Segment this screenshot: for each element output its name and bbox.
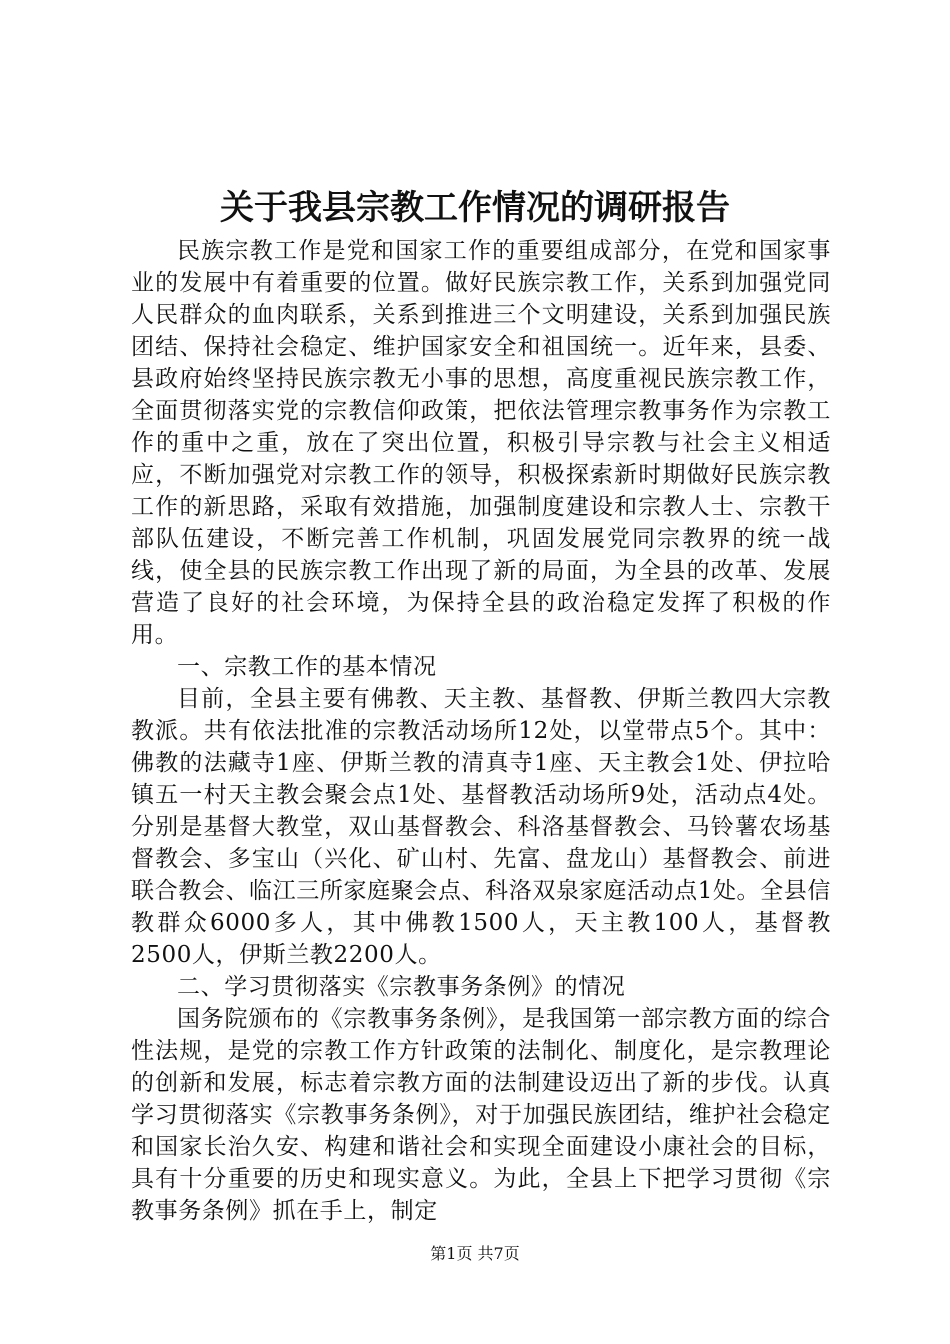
document-title: 关于我县宗教工作情况的调研报告 xyxy=(220,188,730,228)
paragraph-regulations: 国务院颁布的《宗教事务条例》，是我国第一部宗教方面的综合性法规，是党的宗教工作方针政策的法制化、制度化，是宗教理论的创新和发展，标志着宗教方面的法制建设迈出了新的步伐。认真学习贯彻落实《宗教事务条例》，对于加强民族团结，维护社会稳定和国家长治久安、构建和谐社会和实现全面建设小康社会的目标，具有十分重要的历史和现实意义。为此，全县上下把学习贯彻《宗教事务条例》抓在手上，制定 xyxy=(131,1006,831,1224)
section-heading-1: 一、宗教工作的基本情况 xyxy=(177,654,437,680)
section-heading-2: 二、学习贯彻落实《宗教事务条例》的情况 xyxy=(177,974,626,1000)
document-body xyxy=(131,235,831,1227)
page-footer: 第1页 共7页 xyxy=(430,1244,520,1263)
paragraph-intro: 民族宗教工作是党和国家工作的重要组成部分，在党和国家事业的发展中有着重要的位置。做好民族宗教工作，关系到加强党同人民群众的血肉联系，关系到推进三个文明建设，关系到加强民族团结、保持社会稳定、维护国家安全和祖国统一。近年来，县委、县政府始终坚持民族宗教无小事的思想，高度重视民族宗教工作，全面贯彻落实党的宗教信仰政策，把依法管理宗教事务作为宗教工作的重中之重，放在了突出位置，积极引导宗教与社会主义相适应，不断加强党对宗教工作的领导，积极探索新时期做好民族宗教工作的新思路，采取有效措施，加强制度建设和宗教人士、宗教干部队伍建设，不断完善工作机制，巩固发展党同宗教界的统一战线，使全县的民族宗教工作出现了新的局面，为全县的改革、发展营造了良好的社会环境，为保持全县的政治稳定发挥了积极的作用。 xyxy=(131,238,831,648)
paragraph-basic-situation: 目前，全县主要有佛教、天主教、基督教、伊斯兰教四大宗教教派。共有依法批准的宗教活动场所12处，以堂带点5个。其中：佛教的法藏寺1座、伊斯兰教的清真寺1座、天主教会1处、伊拉哈镇五一村天主教会聚会点1处、基督教活动场所9处，活动点4处。分别是基督大教堂，双山基督教会、科洛基督教会、马铃薯农场基督教会、多宝山（兴化、矿山村、先富、盘龙山）基督教会、前进联合教会、临江三所家庭聚会点、科洛双泉家庭活动点1处。全县信教群众6000多人，其中佛教1500人，天主教100人，基督教2500人，伊斯兰教2200人。 xyxy=(131,686,831,968)
